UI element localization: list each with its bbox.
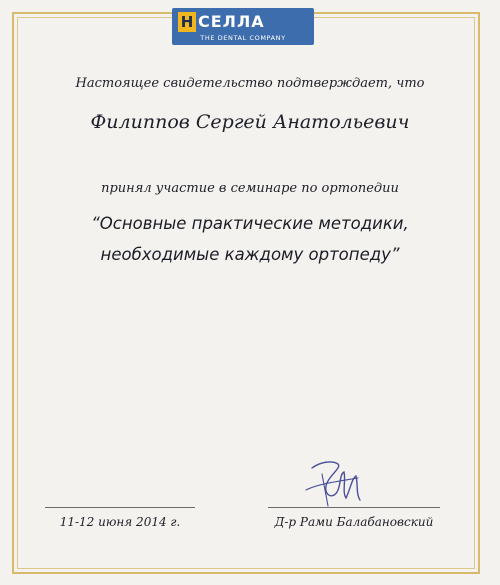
seminar-title-line1: “Основные практические методики, xyxy=(91,214,409,233)
logo-name: СЕЛЛА xyxy=(198,12,265,31)
certificate-border-inner xyxy=(17,17,475,569)
participation-text: принял участие в семинаре по ортопедии xyxy=(101,181,399,196)
handwritten-signature xyxy=(298,456,368,508)
company-logo xyxy=(172,8,314,45)
logo-mark: H xyxy=(178,12,196,32)
signature-line xyxy=(268,507,440,508)
recipient-name: Филиппов Сергей Анатольевич xyxy=(90,111,410,133)
seminar-title-line2: необходимые каждому ортопеду” xyxy=(100,245,400,264)
signatory-name: Д-р Рами Балабановский xyxy=(274,515,434,529)
intro-text: Настоящее свидетельство подтверждает, что xyxy=(75,76,425,91)
certificate-date: 11-12 июня 2014 г. xyxy=(59,515,181,529)
logo-tagline: THE DENTAL COMPANY xyxy=(200,34,286,42)
date-line xyxy=(45,507,195,508)
